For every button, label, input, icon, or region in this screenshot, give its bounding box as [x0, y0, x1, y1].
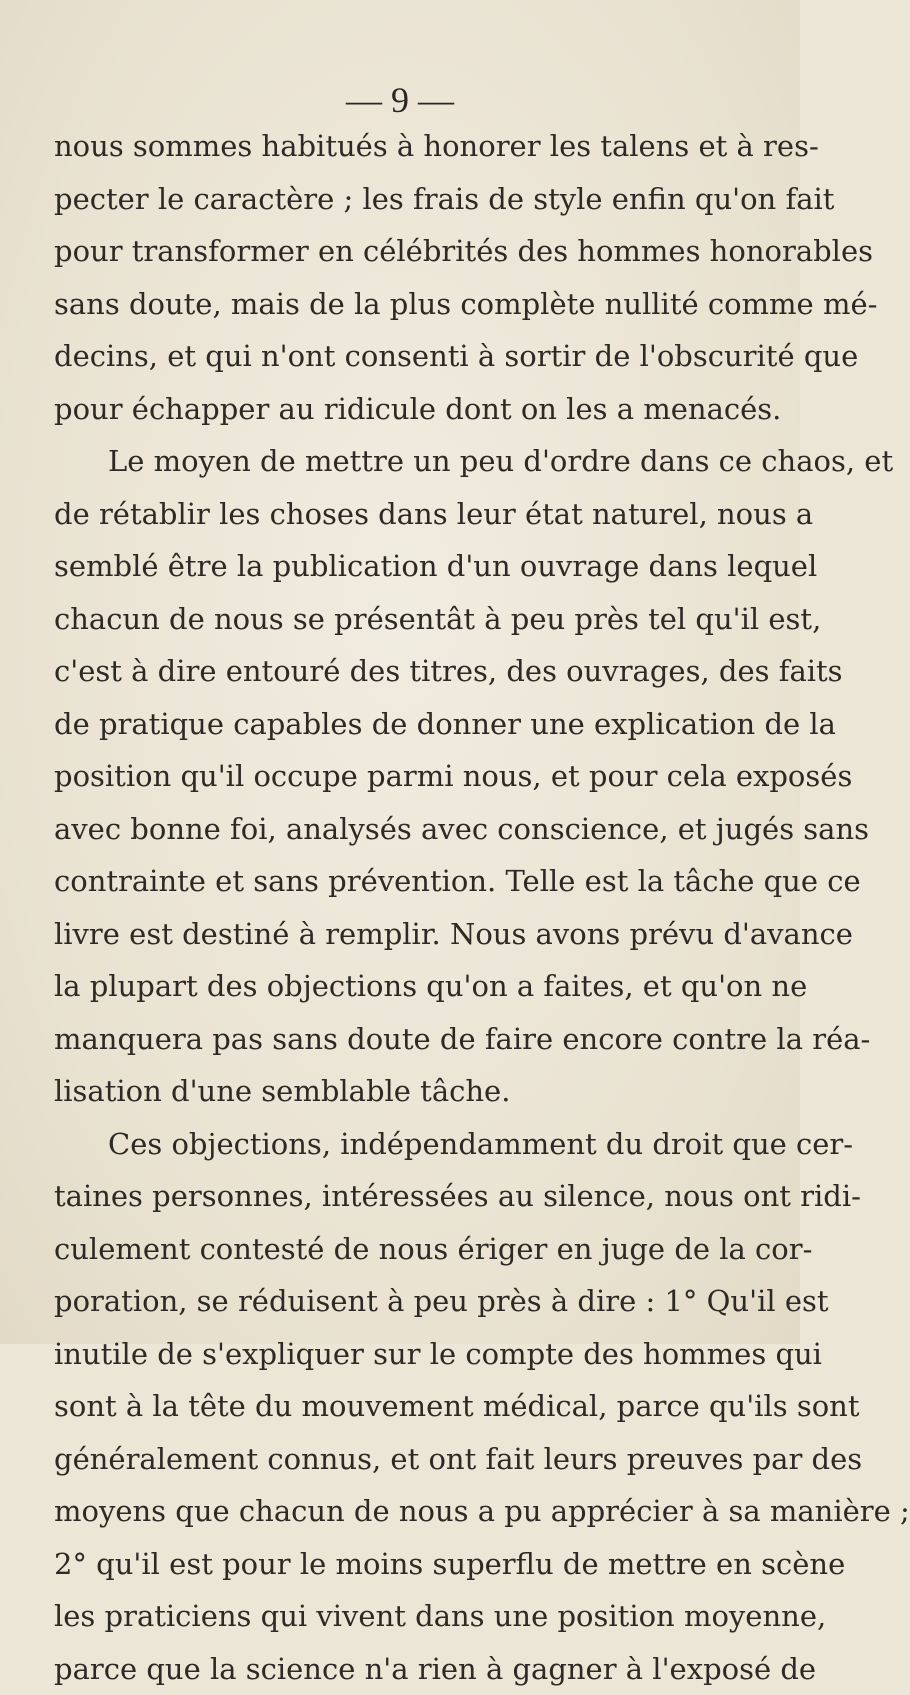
text-line: manquera pas sans doute de faire encore contre la réa- — [54, 1013, 735, 1066]
text-line: sont à la tête du mouvement médical, parce qu'ils sont — [54, 1380, 735, 1433]
text-line: avec bonne foi, analysés avec conscience, et jugés sans — [54, 803, 735, 856]
text-line: lisation d'une semblable tâche. — [54, 1065, 735, 1118]
text-line: decins, et qui n'ont consenti à sortir de l'obscurité que — [54, 330, 735, 383]
text-line: pour transformer en célébrités des hommes honorables — [54, 225, 735, 278]
text-line: 2° qu'il est pour le moins superflu de mettre en scène — [54, 1538, 735, 1591]
text-line: poration, se réduisent à peu près à dire : 1° Qu'il est — [54, 1275, 735, 1328]
text-line: position qu'il occupe parmi nous, et pour cela exposés — [54, 750, 735, 803]
text-line: culement contesté de nous ériger en juge de la cor- — [54, 1223, 735, 1276]
text-line: moyens que chacun de nous a pu apprécier à sa manière ; — [54, 1485, 735, 1538]
text-line: livre est destiné à remplir. Nous avons prévu d'avance — [54, 908, 735, 961]
text-line: de pratique capables de donner une explication de la — [54, 698, 735, 751]
text-line: taines personnes, intéressées au silence, nous ont ridi- — [54, 1170, 735, 1223]
text-line: généralement connus, et ont fait leurs preuves par des — [54, 1433, 735, 1486]
text-line: Ces objections, indépendamment du droit que cer- — [54, 1118, 735, 1171]
text-line: pour échapper au ridicule dont on les a menacés. — [54, 383, 735, 436]
text-line: de rétablir les choses dans leur état naturel, nous a — [54, 488, 735, 541]
text-line: pecter le caractère ; les frais de style enfin qu'on fait — [54, 173, 735, 226]
text-line: c'est à dire entouré des titres, des ouvrages, des faits — [54, 645, 735, 698]
text-line: sans doute, mais de la plus complète nullité comme mé- — [54, 278, 735, 331]
text-line: inutile de s'expliquer sur le compte des hommes qui — [54, 1328, 735, 1381]
text-line: Le moyen de mettre un peu d'ordre dans ce chaos, et — [54, 435, 735, 488]
text-line: parce que la science n'a rien à gagner à l'exposé de — [54, 1643, 735, 1695]
text-line: chacun de nous se présentât à peu près tel qu'il est, — [54, 593, 735, 646]
text-line: nous sommes habitués à honorer les talens et à res- — [54, 120, 735, 173]
text-line: les praticiens qui vivent dans une position moyenne, — [54, 1590, 735, 1643]
text-line: semblé être la publication d'un ouvrage dans lequel — [54, 540, 735, 593]
body-text — [54, 120, 735, 1695]
text-line: contrainte et sans prévention. Telle est la tâche que ce — [54, 855, 735, 908]
text-line: la plupart des objections qu'on a faites, et qu'on ne — [54, 960, 735, 1013]
page-number: — 9 — — [0, 78, 800, 122]
